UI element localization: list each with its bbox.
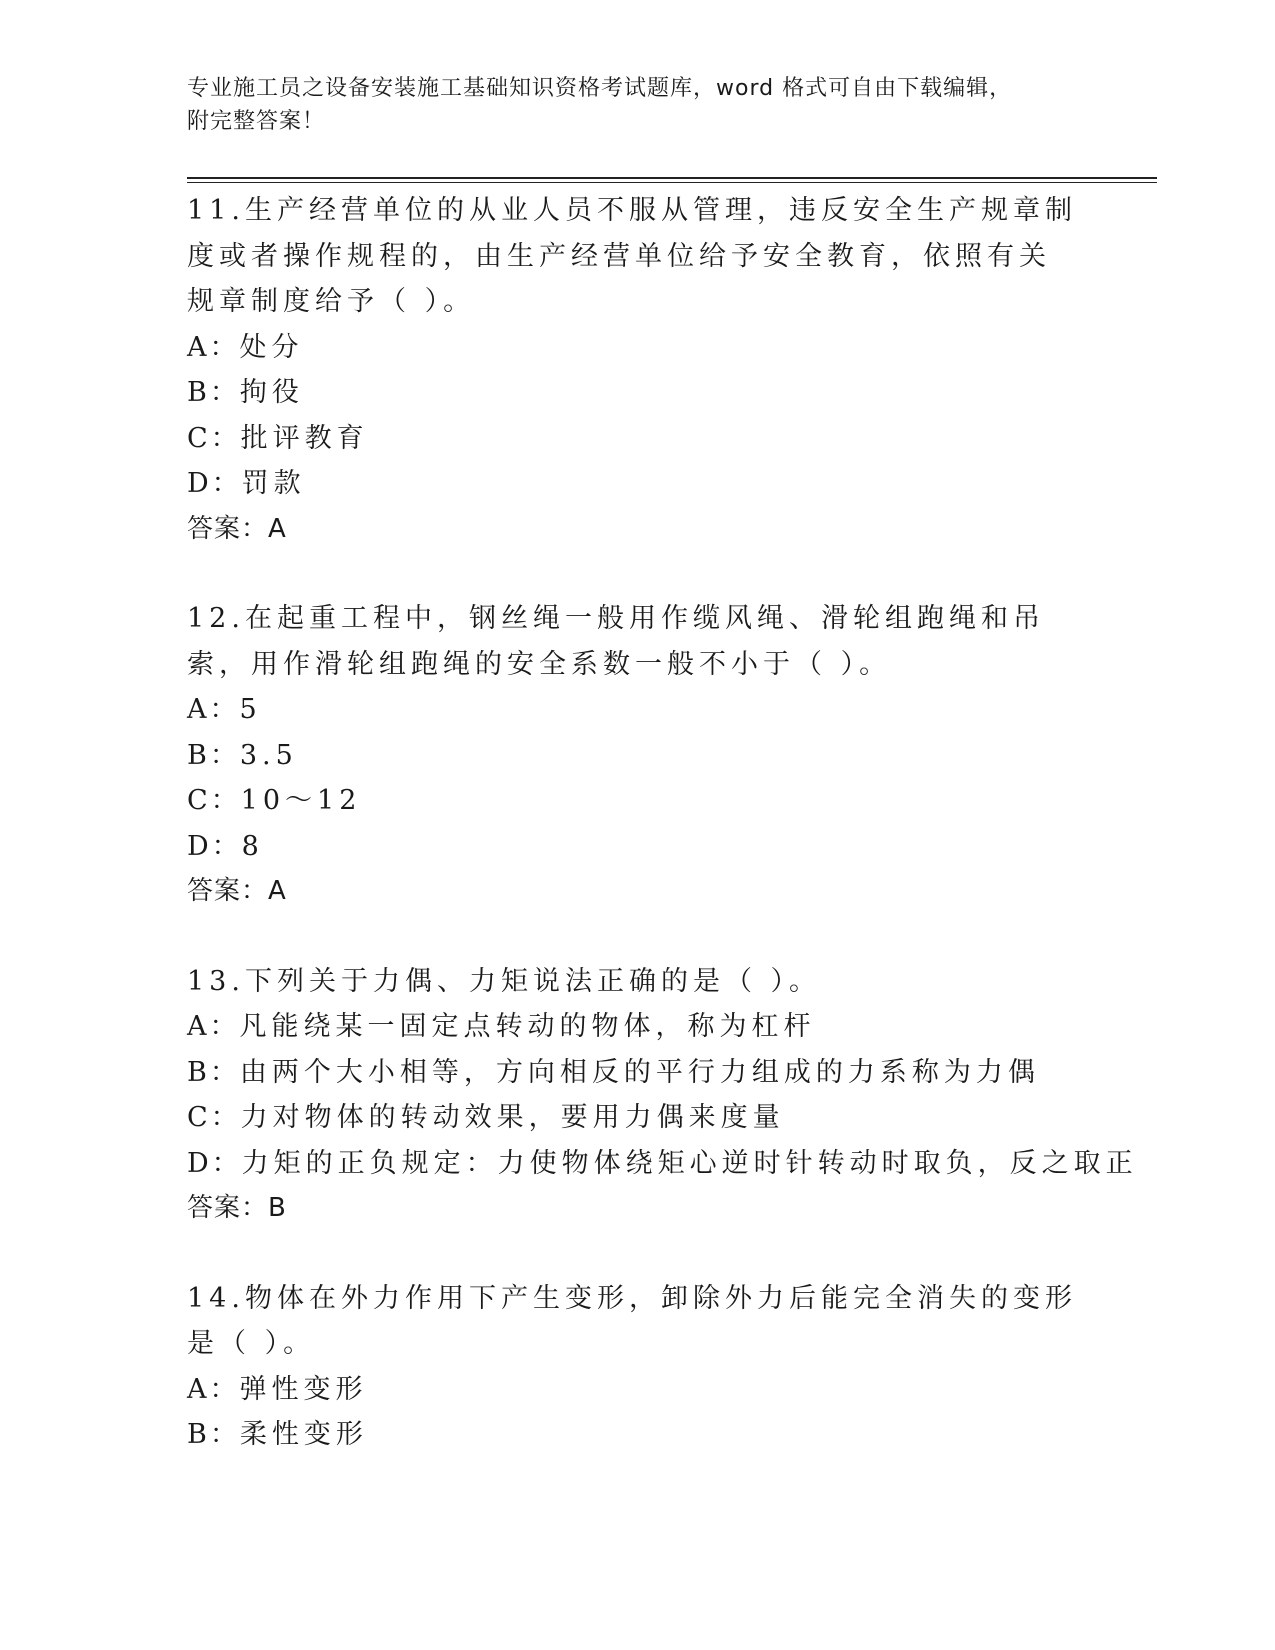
- answer-line: 答案：A: [187, 876, 287, 906]
- question-stem: 13.下列关于力偶、力矩说法正确的是（ ）。: [187, 965, 822, 997]
- option-label: C：: [187, 785, 241, 816]
- option-text: 由两个大小相等，方向相反的平行力组成的力系称为力偶: [239, 1056, 1040, 1088]
- option-a: [187, 1367, 1157, 1413]
- option-text: 弹性变形: [239, 1373, 368, 1405]
- option-text: 力矩的正负规定：力使物体绕矩心逆时针转动时取负，反之取正: [241, 1147, 1138, 1179]
- option-label: B：: [187, 1419, 240, 1450]
- question-stem: 14.物体在外力作用下产生变形，卸除外力后能完全消失的变形是（ ）。: [187, 1282, 1077, 1359]
- option-text: 拘役: [239, 377, 304, 408]
- option-label: C：: [187, 422, 241, 454]
- answer-line: 答案：A: [187, 513, 287, 544]
- option-d: [187, 824, 1157, 870]
- question-stem: 11.生产经营单位的从业人员不服从管理，违反安全生产规章制度或者操作规程的，由生产经营单位给予安全教育，依照有关规章制度给予（ ）。: [187, 195, 1077, 317]
- question-stem: 12.在起重工程中，钢丝绳一般用作缆风绳、滑轮组跑绳和吊索，用作滑轮组跑绳的安全系数一般不小于（ ）。: [187, 603, 1045, 680]
- document-header: [187, 72, 1067, 138]
- header-line-2: 附完整答案！: [187, 109, 326, 134]
- option-label: A：: [187, 1011, 240, 1042]
- option-label: A：: [187, 694, 240, 725]
- option-text: 10～12: [240, 785, 362, 816]
- option-text: 柔性变形: [239, 1419, 368, 1450]
- option-label: B：: [187, 1056, 240, 1088]
- question-list: [187, 188, 1157, 1502]
- option-text: 批评教育: [240, 422, 369, 454]
- option-text: 3.5: [239, 739, 298, 771]
- option-b: [187, 1050, 1157, 1096]
- option-b: [187, 370, 1157, 416]
- option-a: [187, 1004, 1157, 1050]
- option-label: C：: [187, 1102, 241, 1133]
- option-c: [187, 1095, 1157, 1141]
- option-label: D：: [187, 830, 242, 862]
- question-11: [187, 188, 1157, 552]
- option-b: [187, 1412, 1157, 1458]
- option-c: [187, 778, 1157, 824]
- header-divider-thin: [187, 182, 1157, 183]
- option-label: A：: [187, 331, 240, 363]
- option-c: [187, 416, 1157, 462]
- question-12: [187, 596, 1157, 915]
- option-label: D：: [187, 1147, 242, 1179]
- option-d: [187, 1141, 1157, 1187]
- option-text: 凡能绕某一固定点转动的物体，称为杠杆: [239, 1011, 816, 1042]
- option-label: D：: [187, 468, 242, 499]
- option-a: [187, 687, 1157, 733]
- option-text: 罚款: [241, 468, 306, 499]
- option-text: 力对物体的转动效果，要用力偶来度量: [240, 1102, 785, 1133]
- option-label: A：: [187, 1373, 240, 1405]
- option-text: 8: [241, 830, 264, 862]
- header-line-1: 专业施工员之设备安装施工基础知识资格考试题库，word 格式可自由下载编辑，: [187, 76, 1013, 101]
- option-label: B：: [187, 377, 240, 408]
- option-text: 5: [239, 694, 262, 725]
- header-divider-thick: [187, 177, 1157, 179]
- option-text: 处分: [239, 331, 304, 363]
- option-label: B：: [187, 739, 240, 771]
- question-13: [187, 959, 1157, 1232]
- option-d: [187, 461, 1157, 507]
- answer-line: 答案：B: [187, 1193, 287, 1223]
- option-b: [187, 733, 1157, 779]
- question-14: [187, 1276, 1157, 1458]
- option-a: [187, 325, 1157, 371]
